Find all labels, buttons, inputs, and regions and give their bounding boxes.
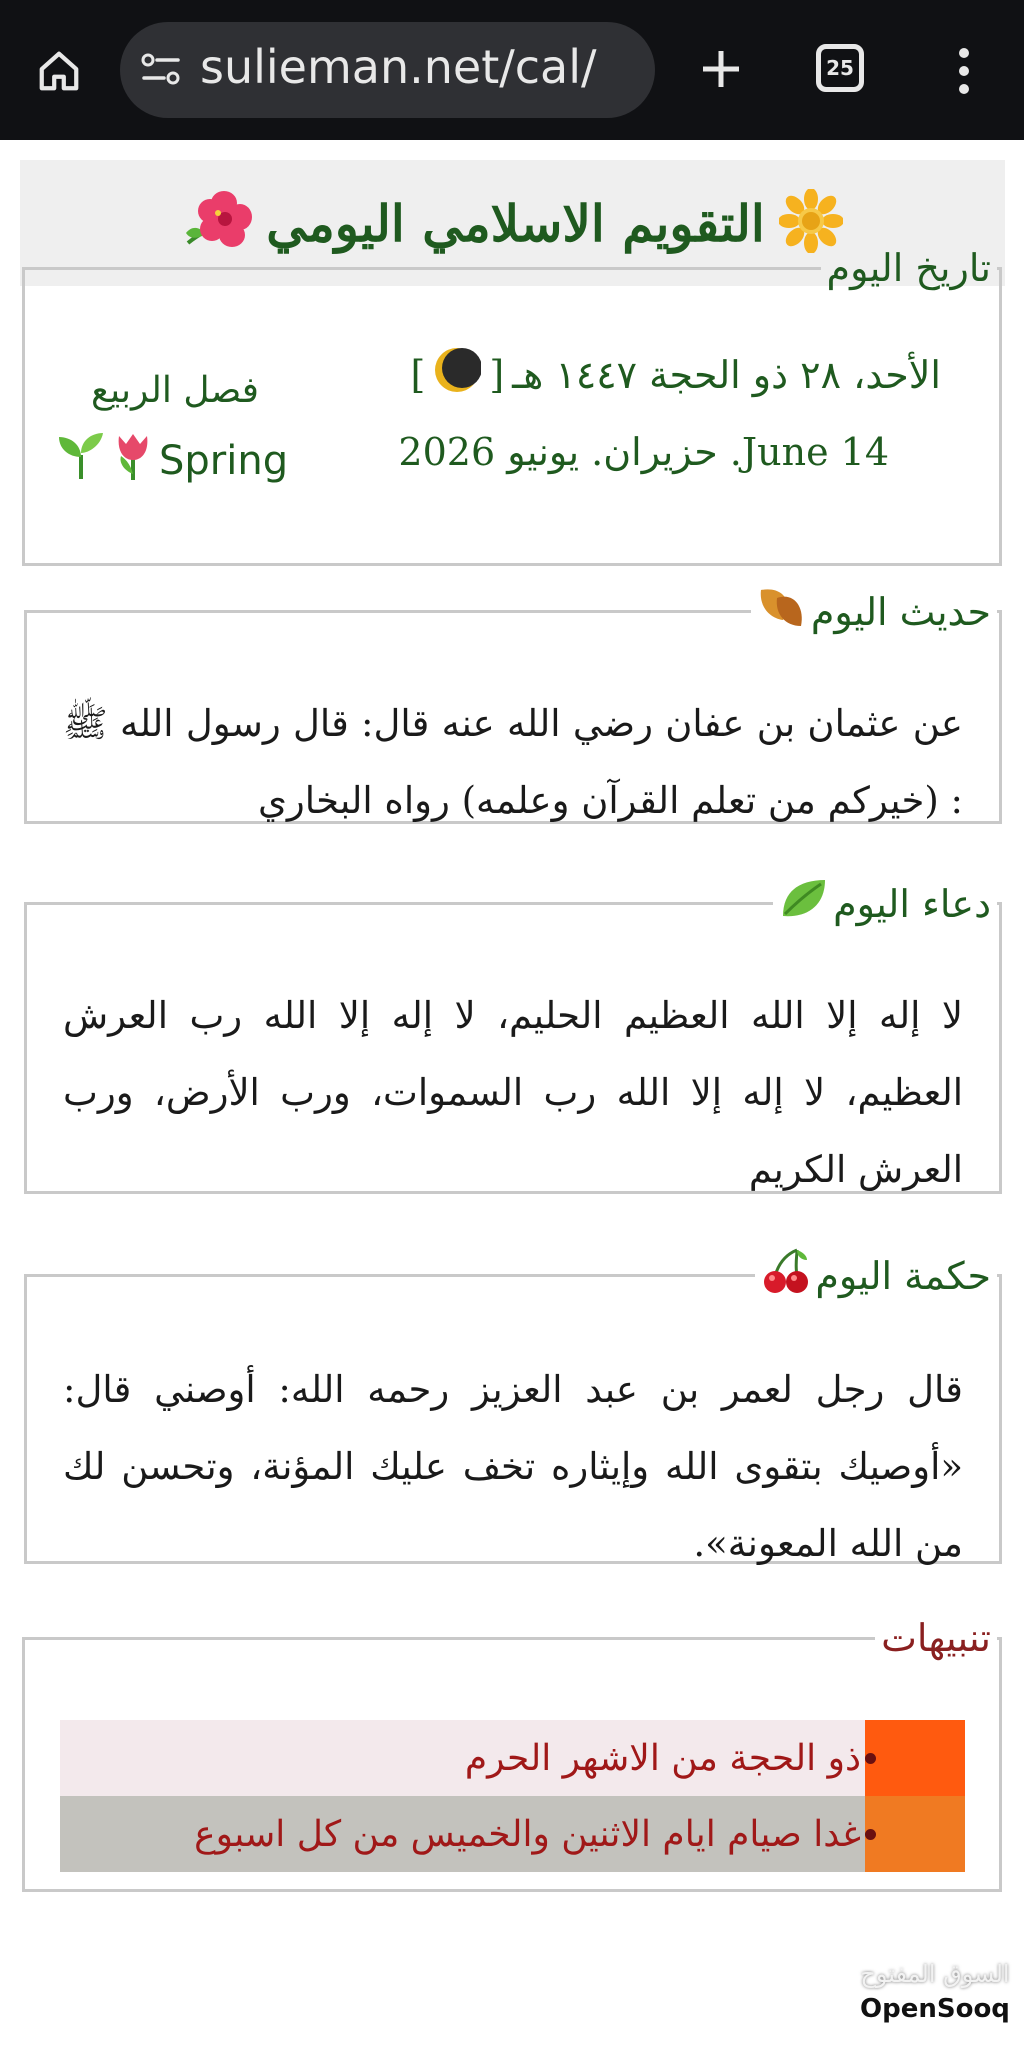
- today-date-box: [22, 246, 1002, 566]
- site-settings-icon[interactable]: [140, 50, 182, 90]
- hadith-text: عن عثمان بن عفان رضي الله عنه قال: قال رسول الله ﷺ : (خيركم من تعلم القرآن وعلمه) رواه البخاري: [63, 702, 963, 822]
- dua-legend: دعاء اليوم: [773, 876, 997, 931]
- hadith-legend: حديث اليوم: [751, 584, 997, 639]
- leaf-icon: [779, 876, 829, 931]
- page-title: التقويم الاسلامي اليومي: [266, 193, 765, 253]
- home-icon[interactable]: [28, 40, 90, 102]
- tab-count: 25: [826, 56, 854, 80]
- notice-item: [60, 1720, 965, 1796]
- gregorian-date: June 14. حزيران. يونيو 2026: [398, 430, 889, 474]
- browser-toolbar: [0, 0, 1024, 140]
- address-bar[interactable]: [120, 22, 655, 118]
- dua-text: لا إله إلا الله العظيم الحليم، لا إله إلا الله رب العرش العظيم، لا إله إلا الله رب السموات، ورب الأرض، ورب العرش الكريم: [63, 994, 963, 1191]
- season-arabic: فصل الربيع: [91, 370, 260, 411]
- notices-legend: تنبيهات: [881, 1616, 991, 1660]
- opensooq-watermark: [852, 1960, 1018, 2026]
- cherries-icon: [761, 1246, 811, 1305]
- hadith-box: [24, 584, 1002, 824]
- more-menu-icon[interactable]: [946, 40, 982, 102]
- leaves-icon: [757, 584, 807, 639]
- notice-item: [60, 1796, 965, 1872]
- wisdom-box: [24, 1246, 1002, 1564]
- new-tab-icon[interactable]: [690, 38, 752, 100]
- wisdom-text: قال رجل لعمر بن عبد العزيز رحمه الله: أوصني قال: «أوصيك بتقوى الله وإيثاره تخف عليك المؤنة، وتحسن لك من الله المعونة».: [63, 1368, 963, 1565]
- season-english: Spring: [55, 430, 288, 492]
- moon-phase-icon: [433, 346, 481, 403]
- tulip-icon: [111, 430, 155, 492]
- notice-text: ذو الحجة من الاشهر الحرم: [464, 1737, 861, 1779]
- watermark-arabic: السوق المفتوح: [860, 1960, 1010, 1988]
- wisdom-legend: حكمة اليوم: [755, 1246, 997, 1305]
- notice-bullet: [865, 1796, 965, 1872]
- today-legend: تاريخ اليوم: [826, 246, 991, 290]
- tab-switcher-button[interactable]: [816, 44, 864, 92]
- seedling-icon: [55, 431, 107, 491]
- notice-bullet: [865, 1720, 965, 1796]
- dua-box: [24, 876, 1002, 1194]
- hijri-date: الأحد، ٢٨ ذو الحجة ١٤٤٧ هـ [ ]: [411, 346, 941, 403]
- watermark-english: OpenSooq: [852, 1992, 1018, 2026]
- url-text[interactable]: sulieman.net/cal/: [200, 40, 597, 94]
- notice-text: غدا صيام ايام الاثنين والخميس من كل اسبوع: [194, 1813, 861, 1855]
- notices-box: [22, 1616, 1002, 1892]
- page-content: [0, 140, 1024, 2059]
